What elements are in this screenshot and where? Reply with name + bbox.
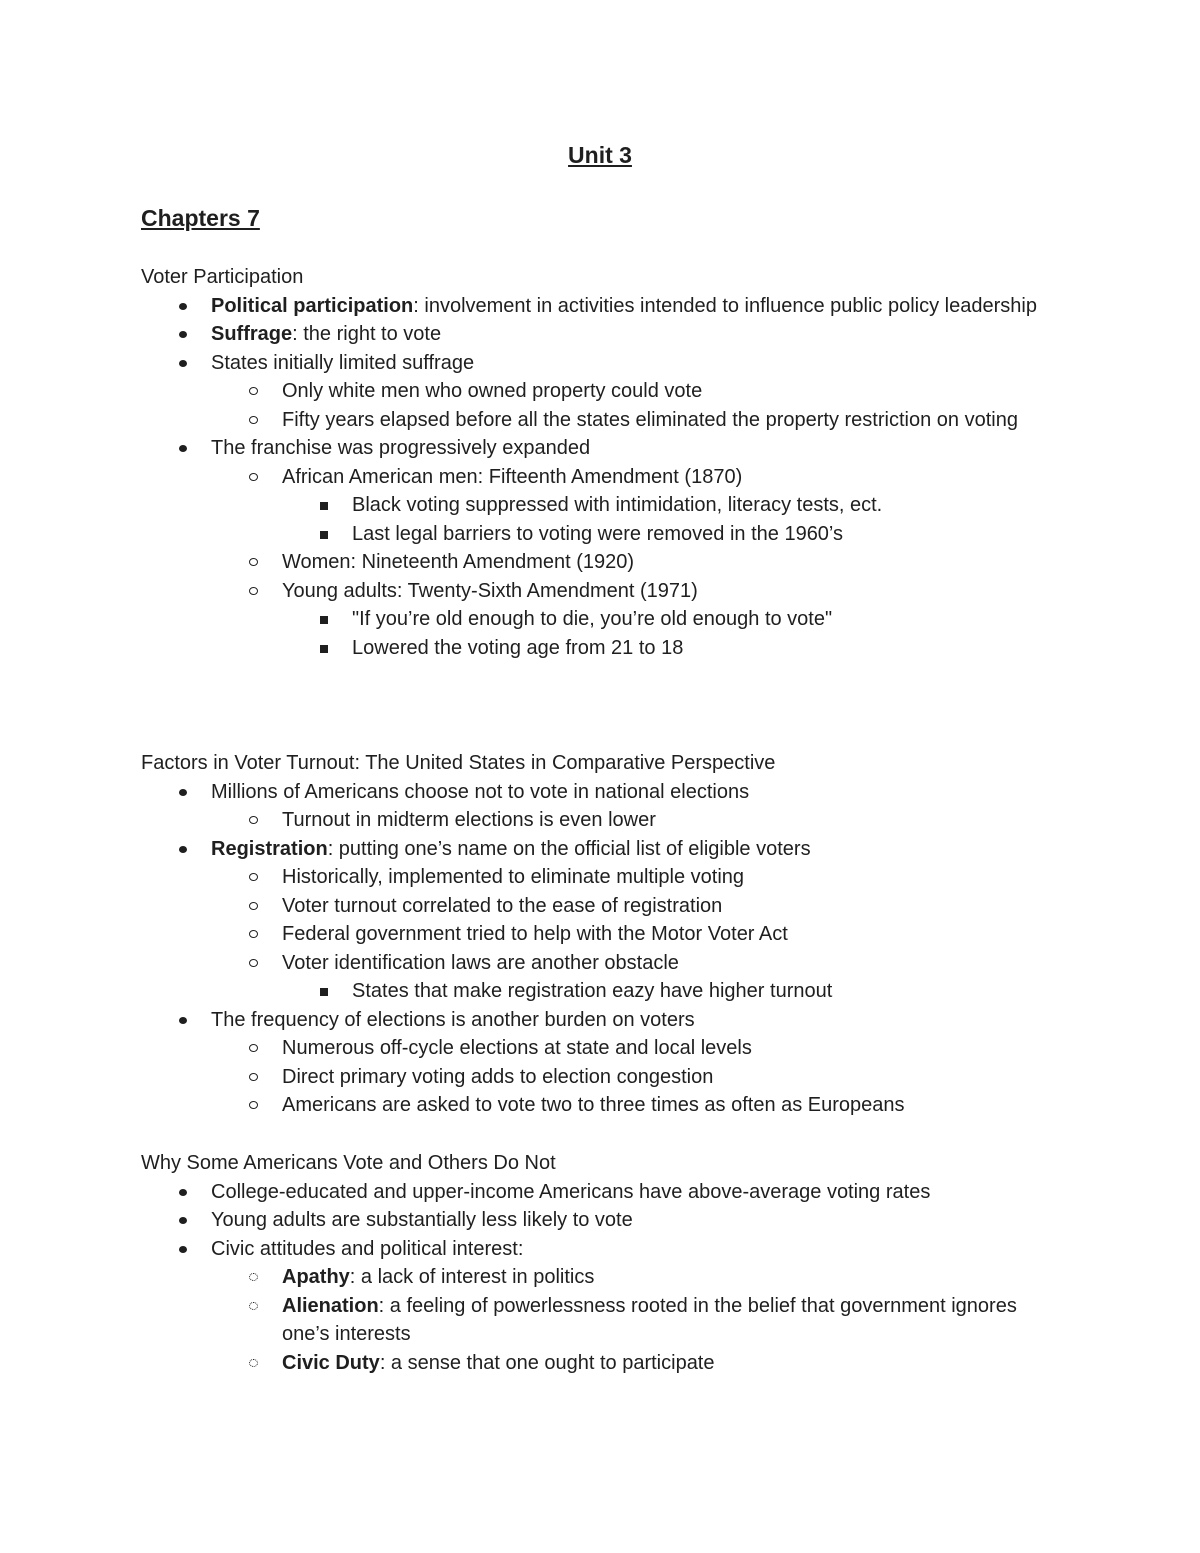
item-text: : putting one’s name on the official list of eligible voters (327, 837, 811, 860)
list-item-text (211, 778, 1041, 807)
item-text: Civic attitudes and political interest: (211, 1237, 524, 1260)
item-text: Young adults: Twenty-Sixth Amendment (1971) (282, 579, 698, 602)
item-text: Lowered the voting age from 21 to 18 (352, 636, 684, 659)
list-item-text (282, 1091, 1041, 1120)
item-text: : a feeling of powerlessness rooted in the belief that government ignores one’s interests (282, 1294, 1017, 1345)
section-heading: Voter Participation (141, 266, 304, 288)
item-text: "If you’re old enough to die, you’re old enough to vote" (352, 608, 833, 630)
item-text: : a sense that one ought to participate (379, 1351, 715, 1374)
item-text: The franchise was progressively expanded (211, 437, 591, 459)
bullet-list (141, 292, 1041, 663)
item-text: Millions of Americans choose not to vote in national elections (211, 780, 750, 803)
list-item-text (282, 920, 1041, 949)
list-item (141, 1292, 1041, 1349)
list-item-text (211, 434, 1041, 463)
section-voter-participation (141, 263, 1041, 662)
item-text: Numerous off-cycle elections at state and local levels (282, 1037, 752, 1059)
term: Political participation (211, 294, 414, 317)
list-item-text (352, 605, 1041, 634)
item-text: Only white men who owned property could vote (282, 380, 703, 402)
chapter-heading: Chapters 7 (141, 205, 260, 231)
item-text: Direct primary voting adds to election congestion (282, 1065, 714, 1088)
item-text: States initially limited suffrage (211, 351, 475, 374)
list-item-text (352, 520, 1041, 549)
list-item (141, 892, 1041, 921)
item-text: African American men: Fifteenth Amendment (1870) (282, 465, 743, 488)
list-item-text (211, 1206, 1041, 1235)
list-item-text (282, 1034, 1041, 1063)
item-text: Historically, implemented to eliminate multiple voting (282, 866, 745, 888)
item-text: Young adults are substantially less likely to vote (211, 1209, 633, 1231)
list-item (141, 520, 1041, 549)
list-item-text (211, 1178, 1041, 1207)
list-item-text (282, 1263, 1041, 1292)
document-title: Unit 3 (568, 142, 632, 168)
list-item (141, 1063, 1041, 1092)
list-item-text (211, 1006, 1041, 1035)
list-item (141, 806, 1041, 835)
list-item (141, 1349, 1041, 1378)
list-item-text (211, 1235, 1041, 1264)
list-item-text (282, 1063, 1041, 1092)
item-text: : a lack of interest in politics (349, 1266, 595, 1288)
item-text: : involvement in activities intended to influence public policy leadership (413, 294, 1037, 317)
list-item (141, 1006, 1041, 1035)
list-item (141, 1091, 1041, 1120)
list-item-text (282, 463, 1041, 492)
list-item (141, 605, 1041, 634)
list-item (141, 1206, 1041, 1235)
list-item (141, 377, 1041, 406)
list-item (141, 406, 1041, 435)
item-text: Turnout in midterm elections is even lower (282, 809, 656, 831)
term: Suffrage (211, 323, 293, 345)
list-item-text (352, 634, 1041, 663)
list-item (141, 320, 1041, 349)
list-item (141, 491, 1041, 520)
list-item (141, 349, 1041, 378)
list-item-text (282, 892, 1041, 921)
term: Civic Duty (282, 1351, 380, 1374)
list-item (141, 1178, 1041, 1207)
item-text: Americans are asked to vote two to three times as often as Europeans (282, 1094, 905, 1116)
list-item (141, 292, 1041, 321)
list-item-text (211, 292, 1041, 321)
item-text: Federal government tried to help with the Motor Voter Act (282, 923, 788, 945)
bullet-list (141, 1178, 1041, 1378)
list-item (141, 1235, 1041, 1264)
list-item-text (282, 949, 1041, 978)
list-item (141, 577, 1041, 606)
list-item-text (352, 977, 1041, 1006)
list-item (141, 548, 1041, 577)
list-item (141, 1034, 1041, 1063)
section-heading: Why Some Americans Vote and Others Do Not (141, 1152, 556, 1174)
item-text: The frequency of elections is another burden on voters (211, 1008, 695, 1031)
item-text: Women: Nineteenth Amendment (1920) (282, 551, 635, 573)
list-item (141, 949, 1041, 978)
list-item (141, 434, 1041, 463)
list-item-text (282, 548, 1041, 577)
list-item-text (211, 835, 1041, 864)
item-text: Voter turnout correlated to the ease of registration (282, 894, 723, 917)
list-item-text (282, 863, 1041, 892)
item-text: Voter identification laws are another obstacle (282, 951, 679, 974)
list-item-text (282, 406, 1041, 435)
list-item-text (282, 577, 1041, 606)
bullet-list (141, 778, 1041, 1120)
term: Apathy (282, 1266, 350, 1288)
list-item-text (282, 377, 1041, 406)
list-item-text (352, 491, 1041, 520)
item-text: : the right to vote (292, 323, 442, 345)
list-item (141, 863, 1041, 892)
list-item (141, 1263, 1041, 1292)
item-text: Last legal barriers to voting were removed in the 1960’s (352, 522, 844, 545)
term: Alienation (282, 1294, 379, 1317)
term: Registration (211, 837, 328, 860)
item-text: College-educated and upper-income Americans have above-average voting rates (211, 1180, 931, 1203)
list-item-text (282, 1349, 1041, 1378)
section-voter-turnout-factors (141, 749, 1041, 1120)
list-item-text (211, 349, 1041, 378)
list-item (141, 463, 1041, 492)
list-item (141, 634, 1041, 663)
list-item (141, 977, 1041, 1006)
section-heading: Factors in Voter Turnout: The United States in Comparative Perspective (141, 752, 776, 774)
list-item (141, 835, 1041, 864)
item-text: States that make registration eazy have higher turnout (352, 980, 833, 1002)
list-item-text (211, 320, 1041, 349)
list-item-text (282, 1292, 1041, 1349)
item-text: Fifty years elapsed before all the states eliminated the property restriction on voting (282, 408, 1018, 431)
section-why-americans-vote (141, 1149, 1041, 1377)
list-item (141, 920, 1041, 949)
list-item-text (282, 806, 1041, 835)
list-item (141, 778, 1041, 807)
item-text: Black voting suppressed with intimidation, literacy tests, ect. (352, 494, 883, 516)
